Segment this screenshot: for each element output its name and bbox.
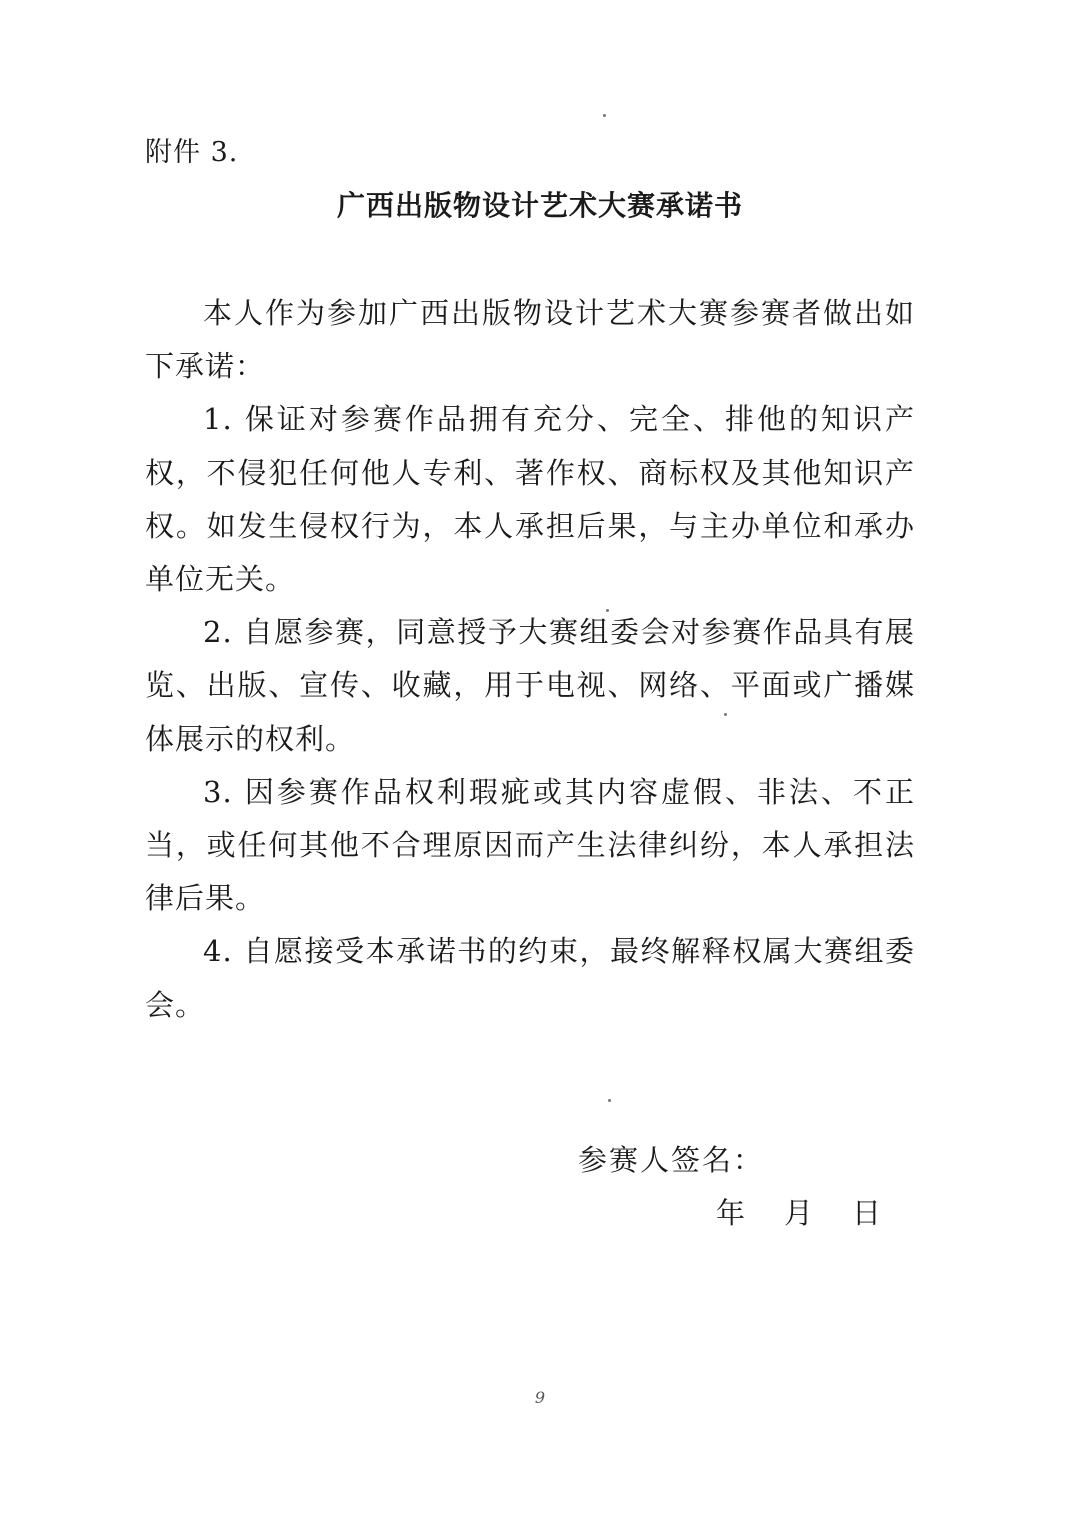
commitment-item-3: 3. 因参赛作品权利瑕疵或其内容虚假、非法、不正当，或任何其他不合理原因而产生法律纠纷，本人承担法律后果。 — [145, 774, 915, 916]
scan-speck — [608, 1099, 611, 1102]
signature-label: 参赛人签名： — [578, 1143, 765, 1177]
page-number: 9 — [534, 1388, 546, 1407]
date-month: 月 — [784, 1196, 814, 1230]
document-title: 广西出版物设计艺术大赛承诺书 — [336, 189, 743, 222]
intro-paragraph: 本人作为参加广西出版物设计艺术大赛参赛者做出如下承诺： — [145, 296, 915, 384]
scan-speck — [606, 609, 609, 612]
date-year: 年 — [716, 1196, 746, 1230]
commitment-item-4: 4. 自愿接受本承诺书的约束，最终解释权属大赛组委会。 — [145, 934, 915, 1022]
date-line — [716, 1193, 920, 1233]
scan-speck — [724, 713, 727, 716]
scan-speck — [603, 114, 606, 117]
commitment-body — [145, 287, 915, 1032]
commitment-item-1: 1. 保证对参赛作品拥有充分、完全、排他的知识产权，不侵犯任何他人专利、著作权、商标权及其他知识产权。如发生侵权行为，本人承担后果，与主办单位和承办单位无关。 — [145, 402, 915, 597]
attachment-label: 附件 3. — [145, 137, 239, 168]
date-day: 日 — [852, 1196, 882, 1230]
commitment-item-2: 2. 自愿参赛，同意授予大赛组委会对参赛作品具有展览、出版、宣传、收藏，用于电视、网络、平面或广播媒体展示的权利。 — [145, 615, 915, 756]
